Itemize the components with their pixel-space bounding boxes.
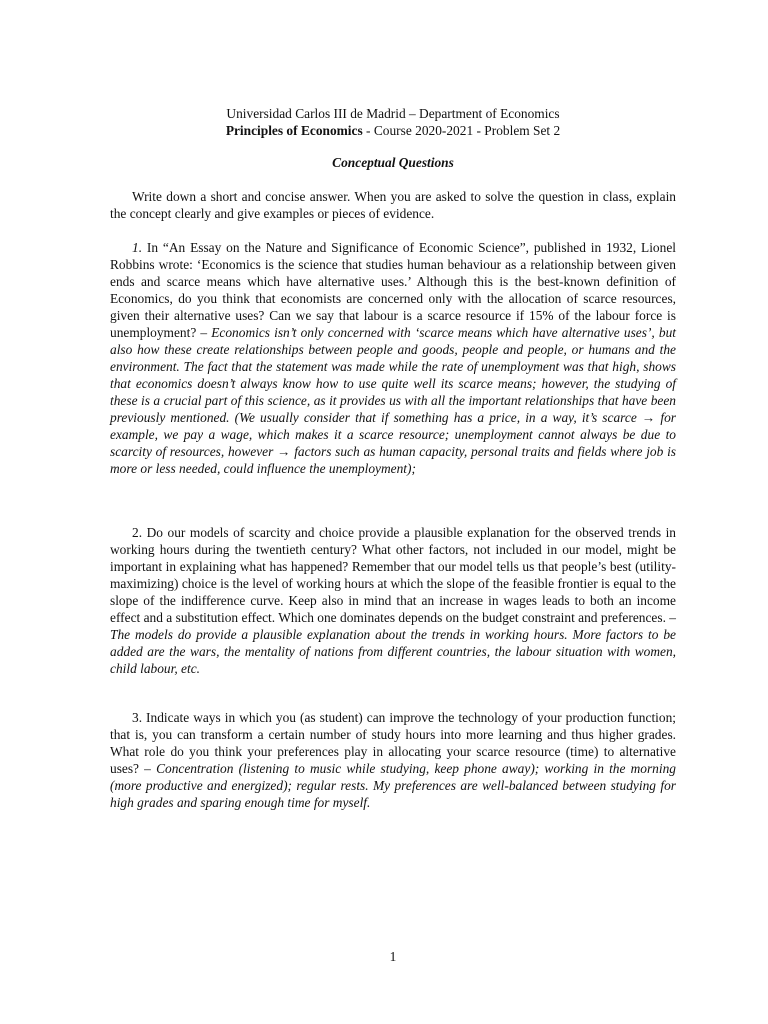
- instructions-paragraph: Write down a short and concise answer. When you are asked to solve the question in class, explain the concept clearly and give examples or pieces of evidence.: [110, 189, 676, 221]
- question-text: Indicate ways in which you (as student) can improve the technology of your production function; that is, you can transform a certain number of study hours into more learning and thus higher grades. What role do you think your preferences play in allocating your scarce resource (time) to alternative uses? –: [110, 710, 676, 776]
- question-1: [110, 239, 676, 477]
- question-number: 1.: [132, 240, 143, 255]
- answer-text: The models do provide a plausible explanation about the trends in working hours. More factors to be added are the wars, the mentality of nations from different countries, the labour situation with women, child labour, etc.: [110, 627, 676, 676]
- question-text: In “An Essay on the Nature and Significance of Economic Science”, published in 1932, Lionel Robbins wrote: ‘Economics is the science that studies human behaviour as a relationship between given ends and scarce means which have alternative uses.’ Although this is the best-known definition of Economics, do you think that economists are concerned only with the allocation of scarce resources, given their alternative uses? Can we say that labour is a scarce resource if 15% of the labour force is unemployment? –: [110, 240, 676, 340]
- university-line: Universidad Carlos III de Madrid – Department of Economics: [226, 106, 560, 121]
- question-number: 3.: [132, 710, 143, 725]
- course-details: - Course 2020-2021 - Problem Set 2: [362, 123, 561, 138]
- answer-text: Concentration (listening to music while studying, keep phone away); working in the morning (more productive and energized); regular rests. My preferences are well-balanced between studying for high grades and sparing enough time for myself.: [110, 761, 676, 810]
- course-line: [110, 122, 676, 139]
- question-2: [110, 524, 676, 677]
- course-name: Principles of Economics: [225, 123, 363, 138]
- section-title: Conceptual Questions: [332, 155, 454, 170]
- answer-text: Economics isn’t only concerned with ‘scarce means which have alternative uses’, but also how these create relationships between people and goods, people and people, or humans and the environment. The fact that the statement was made while the rate of unemployment was that high, shows that economics doesn’t always know how to use quite well its scarce means; however, the studying of these is a crucial part of this science, as it provides us with all the important relationships that have been previously mentioned. (We usually consider that if something has a price, in a way, it’s scarce → for example, we pay a wage, which makes it a scarce resource; unemployment cannot always be due to scarcity of resources, however → factors such as human capacity, personal traits and fields where job is more or less needed, could influence the unemployment);: [110, 325, 676, 476]
- question-number: 2.: [132, 525, 143, 540]
- question-text: Do our models of scarcity and choice provide a plausible explanation for the observed trends in working hours during the twentieth century? What other factors, not included in our model, might be important in explaining what has happened? Remember that our model tells us that people’s best (utility-maximizing) choice is the level of working hours at which the slope of the feasible frontier is equal to the slope of the indifference curve. Keep also in mind that an increase in wages leads to both an income effect and a substitution effect. Which one dominates depends on the budget constraint and preferences. –: [110, 525, 676, 625]
- page-number: 1: [389, 949, 397, 964]
- question-3: [110, 709, 676, 811]
